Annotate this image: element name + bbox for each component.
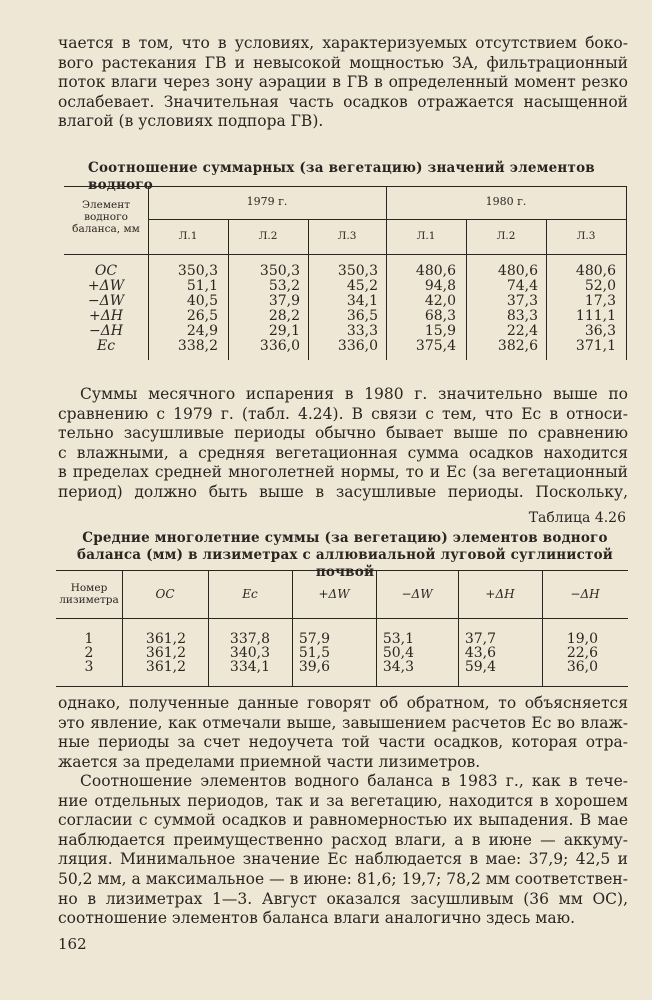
table-1-subcol: Л.3	[337, 230, 357, 242]
table-1-cell: 17,3	[584, 293, 616, 309]
table-1-subcol: Л.1	[416, 230, 436, 242]
table-1-header-element: Элемент водного баланса, мм	[72, 199, 140, 235]
table-1-cell: 336,0	[259, 338, 300, 354]
table-1-vline	[386, 186, 387, 360]
table-1-cell: 53,2	[268, 278, 300, 294]
table-2-cell: 340,3	[229, 645, 270, 661]
table-1-cell: 83,3	[506, 308, 538, 324]
table-1-cell: 68,3	[424, 308, 456, 324]
text-line: с влажными, а средняя вегетационная сумма осадков находится	[58, 443, 628, 462]
table-1-cell: 45,2	[346, 278, 378, 294]
table-2-cell: 361,2	[145, 631, 186, 647]
table-1-cell: 52,0	[584, 278, 616, 294]
table-2-header: −ΔW	[401, 587, 433, 601]
table-1-cell: 22,4	[506, 323, 538, 339]
table-1-cell: 382,6	[497, 338, 538, 354]
table-2-cell: 53,1	[382, 631, 414, 647]
table-1-subcol: Л.1	[178, 230, 198, 242]
table-2-caption	[62, 530, 628, 581]
text-line: поток влаги через зону аэрации в ГВ в определенный момент резко	[58, 73, 628, 92]
table-1-subcol: Л.2	[258, 230, 278, 242]
text-line: чается в том, что в условиях, характеризуемых отсутствием боко-	[58, 34, 628, 52]
table-1-cell: 29,1	[268, 323, 300, 339]
paragraph-4	[58, 772, 628, 929]
table-1-cell: 24,9	[186, 323, 218, 339]
table-1-cell: 37,3	[506, 293, 538, 309]
text-line: ослабевает. Значительная часть осадков отражается насыщенной	[58, 92, 628, 111]
table-2-row-number: 3	[84, 659, 94, 675]
table-1-year-rule	[148, 219, 626, 220]
table-2-cell: 337,8	[229, 631, 270, 647]
table-2-header: +ΔW	[318, 587, 350, 601]
table-1-cell: 480,6	[497, 263, 538, 279]
table-2-label: Таблица 4.26	[528, 510, 626, 526]
table-1-cell: 40,5	[186, 293, 218, 309]
table-1-cell: 371,1	[575, 338, 616, 354]
table-1-cell: 74,4	[506, 278, 538, 294]
page-number: 162	[58, 935, 87, 953]
table-1-caption: Соотношение суммарных (за вегетацию) значений элементов водного	[88, 160, 595, 193]
table-1-cell: 33,3	[346, 323, 378, 339]
table-1-year-1980: 1980 г.	[485, 195, 527, 208]
text-line: вого растекания ГВ и невысокой мощностью ЗА, фильтрационный	[58, 53, 628, 72]
table-1-cell: 28,2	[268, 308, 300, 324]
table-2-cell: 361,2	[145, 659, 186, 675]
table-1-cell: 350,3	[337, 263, 378, 279]
table-1-row-label: −ΔW	[87, 293, 125, 309]
table-2-cell: 36,0	[566, 659, 598, 675]
text-line: ляция. Минимальное значение Ec наблюдается в мае: 37,9; 42,5 и	[58, 850, 628, 869]
table-1-cell: 42,0	[424, 293, 456, 309]
text-line: наблюдается преимущественно расход влаги, а в июне — аккуму-	[58, 830, 628, 849]
paragraph-2	[58, 385, 628, 503]
table-1-vline	[148, 186, 149, 360]
text-line: период) должно быть выше в засушливые периоды. Поскольку,	[58, 482, 628, 501]
text-line: жается за пределами приемной части лизиметров.	[58, 752, 481, 771]
table-2-cell: 59,4	[464, 659, 496, 675]
text-line: однако, полученные данные говорят об обратном, то объясняется	[58, 694, 628, 712]
table-2-cell: 43,6	[464, 645, 496, 661]
table-1-cell: 34,1	[346, 293, 378, 309]
table-1-cell: 338,2	[177, 338, 218, 354]
table-1-cell: 375,4	[415, 338, 456, 354]
table-1-cell: 350,3	[177, 263, 218, 279]
table-1-cell: 15,9	[424, 323, 456, 339]
table-2-header: −ΔH	[570, 587, 600, 601]
table-1-cell: 336,0	[337, 338, 378, 354]
text-line: тельно засушливые периоды обычно бывает выше по сравнению	[58, 424, 628, 443]
table-1-cell: 26,5	[186, 308, 218, 324]
table-1-cell: 37,9	[268, 293, 300, 309]
table-2-cell: 334,1	[229, 659, 270, 675]
text-line: ные периоды за счет недоучета той части осадков, которая отра-	[58, 733, 628, 752]
table-1-row-label: ОС	[94, 263, 118, 279]
caption-line: Средние многолетние суммы (за вегетацию) элементов водного	[82, 530, 608, 546]
table-2-header-lysimeter: Номер лизиметра	[59, 582, 119, 606]
table-1-year-1979: 1979 г.	[246, 195, 288, 208]
text-line: согласии с суммой осадков и равномерностью их выпадения. В мае	[58, 811, 628, 830]
table-1-row-label: −ΔH	[88, 323, 124, 339]
table-1-cell: 480,6	[575, 263, 616, 279]
table-2-row-number: 2	[84, 645, 94, 661]
table-2-cell: 51,5	[298, 645, 330, 661]
table-1-subcol: Л.3	[576, 230, 596, 242]
table-1-cell: 94,8	[424, 278, 456, 294]
table-2-bottom-rule	[56, 686, 628, 687]
table-2-cell: 50,4	[382, 645, 414, 661]
table-1-row-label: +ΔH	[88, 308, 124, 324]
table-2-cell: 37,7	[464, 631, 496, 647]
paragraph-3	[58, 694, 628, 772]
table-1-row-label: +ΔW	[87, 278, 125, 294]
text-line: соотношение элементов баланса влаги аналогично здесь маю.	[58, 909, 575, 928]
table-2-header: +ΔH	[485, 587, 515, 601]
table-2-cell: 57,9	[298, 631, 330, 647]
text-line: в пределах средней многолетней нормы, то и Ec (за вегетационный	[58, 463, 628, 482]
table-1-cell: 350,3	[259, 263, 300, 279]
text-line: влагой (в условиях подпора ГВ).	[58, 112, 324, 131]
table-2-row-number: 1	[84, 631, 94, 647]
table-2-header: ОС	[155, 587, 175, 601]
table-2-header: Ec	[242, 587, 258, 601]
table-1-cell: 51,1	[186, 278, 218, 294]
table-1-cell: 480,6	[415, 263, 456, 279]
caption-line: баланса (мм) в лизиметрах с аллювиальной луговой суглинистой почвой	[76, 547, 613, 580]
text-line: это явление, как отмечали выше, завышением расчетов Ec во влаж-	[58, 713, 628, 732]
paragraph-1	[58, 34, 628, 132]
table-1-subcol: Л.2	[496, 230, 516, 242]
table-2-cell: 39,6	[298, 659, 330, 675]
table-1-cell: 111,1	[575, 308, 616, 324]
text-line: Соотношение элементов водного баланса в 1983 г., как в тече-	[80, 772, 628, 790]
text-line: Суммы месячного испарения в 1980 г. значительно выше по	[80, 385, 628, 403]
table-2-cell: 34,3	[382, 659, 414, 675]
text-line: сравнению с 1979 г. (табл. 4.24). В связи с тем, что Ec в относи-	[58, 404, 628, 423]
text-line: но в лизиметрах 1—3. Август оказался засушливым (36 мм ОС),	[58, 889, 628, 908]
table-1-vline	[626, 186, 627, 360]
table-1-cell: 36,5	[346, 308, 378, 324]
text-line: 50,2 мм, а максимальное — в июне: 81,6; 19,7; 78,2 мм соответствен-	[58, 869, 628, 888]
table-2-cell: 22,6	[566, 645, 598, 661]
table-2-cell: 19,0	[566, 631, 598, 647]
table-1-cell: 36,3	[584, 323, 616, 339]
table-2-cell: 361,2	[145, 645, 186, 661]
table-1-row-label: Ec	[96, 338, 116, 354]
text-line: ние отдельных периодов, так и за вегетацию, находится в хорошем	[58, 791, 628, 810]
